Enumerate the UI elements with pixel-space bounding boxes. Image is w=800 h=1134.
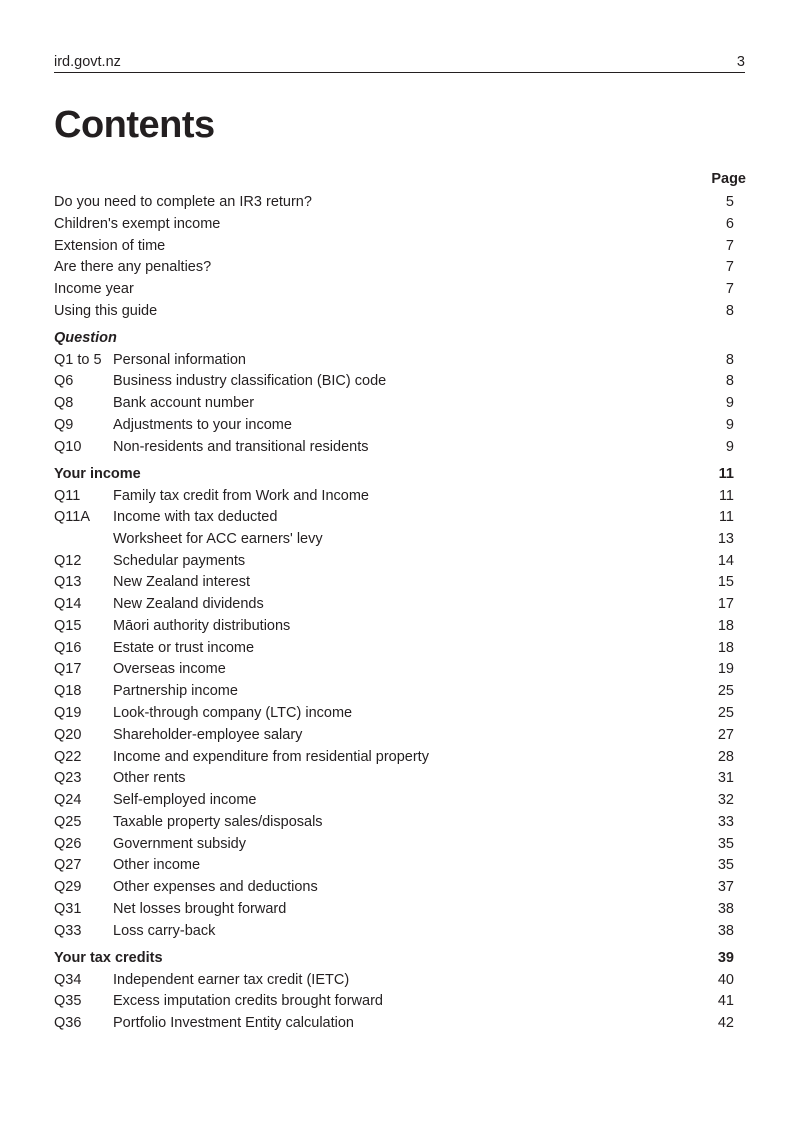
- entry-title: Net losses brought forward: [113, 901, 287, 917]
- entry-title: Partnership income: [113, 683, 238, 699]
- entry-title: Other expenses and deductions: [113, 879, 318, 895]
- toc-entry[interactable]: [54, 991, 734, 1012]
- question-number: Q24: [54, 792, 82, 808]
- question-number: Q14: [54, 596, 82, 612]
- question-number: Q34: [54, 972, 82, 988]
- entry-page: 35: [717, 857, 734, 873]
- entry-title: Other income: [113, 857, 201, 873]
- page-number: 3: [736, 54, 745, 70]
- entry-page: 31: [717, 770, 734, 786]
- toc-entry[interactable]: [54, 486, 734, 507]
- entry-page: 18: [717, 640, 734, 656]
- entry-title: Income year: [54, 281, 134, 297]
- entry-title: Worksheet for ACC earners' levy: [113, 531, 323, 547]
- toc-entry[interactable]: [54, 192, 734, 213]
- entry-page: 7: [725, 281, 734, 297]
- entry-title: New Zealand interest: [113, 574, 251, 590]
- entry-title: Taxable property sales/disposals: [113, 814, 323, 830]
- toc-entry[interactable]: [54, 638, 734, 659]
- entry-title: Independent earner tax credit (IETC): [113, 972, 350, 988]
- entry-page: 9: [725, 439, 734, 455]
- section-page: 11: [718, 466, 734, 482]
- question-number: Q22: [54, 749, 82, 765]
- toc-entry[interactable]: [54, 747, 734, 768]
- toc-entry[interactable]: [54, 415, 734, 436]
- entry-page: 5: [725, 194, 734, 210]
- section-heading-your-income[interactable]: [54, 464, 734, 485]
- question-number: Q15: [54, 618, 82, 634]
- entry-page: 27: [717, 727, 734, 743]
- entry-title: Using this guide: [54, 303, 158, 319]
- entry-page: 42: [717, 1015, 734, 1031]
- question-number: Q11: [54, 488, 81, 504]
- entry-page: 7: [725, 238, 734, 254]
- entry-page: 18: [717, 618, 734, 634]
- entry-page: 19: [717, 661, 734, 677]
- entry-page: 15: [717, 574, 734, 590]
- entry-page: 33: [717, 814, 734, 830]
- toc-entry[interactable]: [54, 877, 734, 898]
- entry-title: Māori authority distributions: [113, 618, 291, 634]
- entry-page: 32: [717, 792, 734, 808]
- page-title: Contents: [54, 104, 215, 146]
- entry-page: 38: [717, 901, 734, 917]
- toc-entry[interactable]: [54, 551, 734, 572]
- entry-title: Government subsidy: [113, 836, 246, 852]
- entry-title: New Zealand dividends: [113, 596, 264, 612]
- page-column-label: Page: [711, 171, 746, 187]
- entry-title: Children's exempt income: [54, 216, 221, 232]
- toc-entry[interactable]: [54, 855, 734, 876]
- question-number: Q20: [54, 727, 82, 743]
- entry-title: Family tax credit from Work and Income: [113, 488, 369, 504]
- question-number: Q25: [54, 814, 82, 830]
- question-number: Q11A: [54, 509, 91, 525]
- entry-page: 37: [717, 879, 734, 895]
- toc-entry[interactable]: [54, 529, 734, 550]
- entry-page: 14: [717, 553, 734, 569]
- question-number: Q8: [54, 395, 74, 411]
- question-number: Q1 to 5: [54, 352, 102, 368]
- toc-entry[interactable]: [54, 899, 734, 920]
- toc-entry[interactable]: [54, 257, 734, 278]
- question-number: Q6: [54, 373, 74, 389]
- toc-entry[interactable]: [54, 970, 734, 991]
- question-number: Q36: [54, 1015, 82, 1031]
- question-number: Q12: [54, 553, 82, 569]
- section-title: Your income: [54, 466, 141, 482]
- question-number: Q18: [54, 683, 82, 699]
- site-url[interactable]: ird.govt.nz: [54, 54, 121, 70]
- entry-title: Overseas income: [113, 661, 226, 677]
- toc-entry[interactable]: [54, 301, 734, 322]
- entry-page: 9: [725, 395, 734, 411]
- entry-page: 11: [718, 509, 734, 525]
- toc-entry[interactable]: [54, 1013, 734, 1034]
- entry-page: 41: [717, 993, 734, 1009]
- toc-entry[interactable]: [54, 768, 734, 789]
- toc-entry[interactable]: [54, 371, 734, 392]
- entry-page: 11: [718, 488, 734, 504]
- entry-title: Do you need to complete an IR3 return?: [54, 194, 312, 210]
- entry-title: Income and expenditure from residential property: [113, 749, 429, 765]
- entry-page: 8: [725, 373, 734, 389]
- entry-page: 6: [725, 216, 734, 232]
- question-number: Q19: [54, 705, 82, 721]
- running-header: [54, 54, 745, 73]
- toc-entry[interactable]: [54, 350, 734, 371]
- entry-title: Schedular payments: [113, 553, 246, 569]
- entry-title: Non-residents and transitional residents: [113, 439, 369, 455]
- toc-entry[interactable]: [54, 834, 734, 855]
- section-heading-your-tax-credits[interactable]: [54, 948, 734, 969]
- toc-entry[interactable]: [54, 703, 734, 724]
- entry-page: 40: [717, 972, 734, 988]
- entry-title: Extension of time: [54, 238, 166, 254]
- question-number: Q10: [54, 439, 82, 455]
- entry-title: Estate or trust income: [113, 640, 255, 656]
- entry-page: 9: [725, 417, 734, 433]
- entry-page: 8: [725, 352, 734, 368]
- entry-title: Are there any penalties?: [54, 259, 212, 275]
- toc-entry[interactable]: [54, 725, 734, 746]
- entry-title: Portfolio Investment Entity calculation: [113, 1015, 354, 1031]
- section-page: 39: [717, 950, 734, 966]
- entry-title: Personal information: [113, 352, 246, 368]
- entry-page: 7: [725, 259, 734, 275]
- question-number: Q31: [54, 901, 82, 917]
- entry-page: 13: [717, 531, 734, 547]
- toc-entry[interactable]: [54, 790, 734, 811]
- question-label: Question: [54, 330, 117, 346]
- question-number: Q17: [54, 661, 82, 677]
- entry-page: 38: [717, 923, 734, 939]
- question-number: Q33: [54, 923, 82, 939]
- question-number: Q29: [54, 879, 82, 895]
- toc-entry[interactable]: [54, 393, 734, 414]
- entry-page: 25: [717, 683, 734, 699]
- question-number: Q9: [54, 417, 74, 433]
- entry-page: 17: [717, 596, 734, 612]
- entry-title: Excess imputation credits brought forward: [113, 993, 383, 1009]
- entry-title: Look-through company (LTC) income: [113, 705, 353, 721]
- toc-entry[interactable]: [54, 659, 734, 680]
- toc-entry[interactable]: [54, 507, 734, 528]
- toc-entry[interactable]: [54, 214, 734, 235]
- entry-page: 35: [717, 836, 734, 852]
- toc-entry[interactable]: [54, 616, 734, 637]
- section-title: Your tax credits: [54, 950, 163, 966]
- entry-title: Adjustments to your income: [113, 417, 292, 433]
- toc-entry[interactable]: [54, 594, 734, 615]
- entry-title: Self-employed income: [113, 792, 257, 808]
- question-number: Q16: [54, 640, 82, 656]
- question-number: Q13: [54, 574, 82, 590]
- question-number: Q23: [54, 770, 82, 786]
- toc-entry[interactable]: [54, 236, 734, 257]
- entry-title: Shareholder-employee salary: [113, 727, 303, 743]
- entry-title: Income with tax deducted: [113, 509, 278, 525]
- toc-entry[interactable]: [54, 681, 734, 702]
- toc-entry[interactable]: [54, 812, 734, 833]
- entry-title: Loss carry-back: [113, 923, 216, 939]
- entry-page: 28: [717, 749, 734, 765]
- entry-title: Other rents: [113, 770, 186, 786]
- entry-page: 8: [725, 303, 734, 319]
- toc-entry[interactable]: [54, 572, 734, 593]
- entry-title: Business industry classification (BIC) code: [113, 373, 387, 389]
- toc-entry[interactable]: [54, 921, 734, 942]
- toc-entry[interactable]: [54, 437, 734, 458]
- entry-page: 25: [717, 705, 734, 721]
- toc-entry[interactable]: [54, 279, 734, 300]
- question-number: Q26: [54, 836, 82, 852]
- question-number: Q35: [54, 993, 82, 1009]
- question-number: Q27: [54, 857, 82, 873]
- entry-title: Bank account number: [113, 395, 255, 411]
